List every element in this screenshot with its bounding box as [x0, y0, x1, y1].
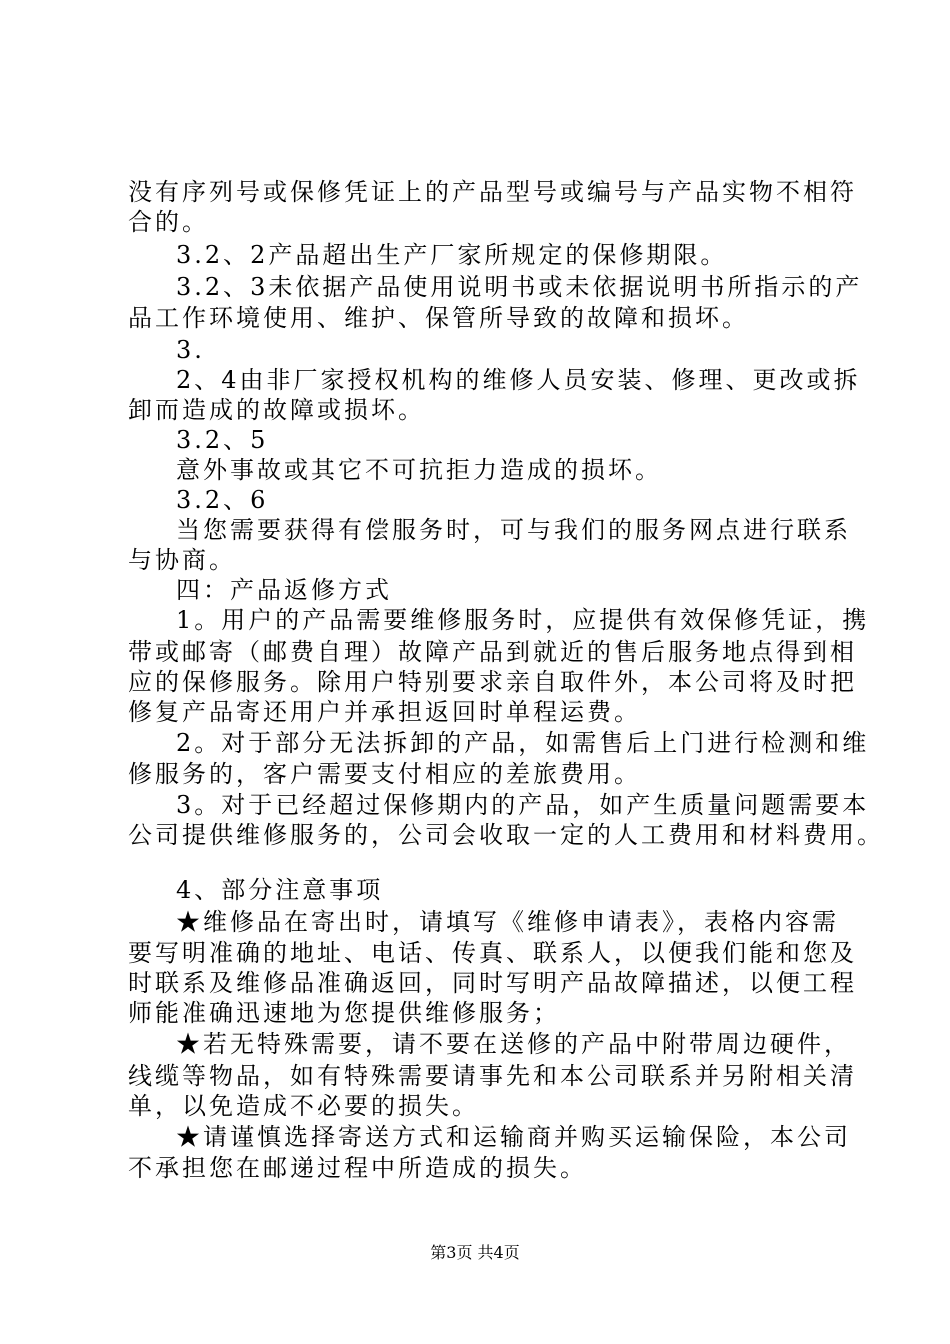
body-text-line: 没有序列号或保修凭证上的产品型号或编号与产品实物不相符 — [128, 178, 857, 206]
body-text-line: 品工作环境使用、维护、保管所导致的故障和损坏。 — [128, 304, 749, 332]
body-text-line: 与协商。 — [128, 546, 236, 574]
body-text-line: 要写明准确的地址、电话、传真、联系人，以便我们能和您及 — [128, 939, 857, 967]
body-text-line: 修复产品寄还用户并承担返回时单程运费。 — [128, 698, 641, 726]
body-text-line: 不承担您在邮递过程中所造成的损失。 — [128, 1154, 587, 1182]
body-text-line: 线缆等物品，如有特殊需要请事先和本公司联系并另附相关清 — [128, 1062, 857, 1090]
body-text-line: 意外事故或其它不可抗拒力造成的损坏。 — [176, 456, 662, 484]
body-text-line: 3。对于已经超过保修期内的产品，如产生质量问题需要本 — [176, 791, 870, 819]
body-text-line: 修服务的，客户需要支付相应的差旅费用。 — [128, 760, 641, 788]
body-text-line: 合的。 — [128, 208, 209, 236]
body-text-line: 3.2、5 — [176, 426, 269, 454]
body-text-line: 1。用户的产品需要维修服务时，应提供有效保修凭证，携 — [176, 606, 870, 634]
body-text-line: 单，以免造成不必要的损失。 — [128, 1092, 479, 1120]
body-text-line: 应的保修服务。除用户特别要求亲自取件外，本公司将及时把 — [128, 668, 857, 696]
body-text-line: 带或邮寄（邮费自理）故障产品到就近的售后服务地点得到相 — [128, 638, 857, 666]
section-heading: 四：产品返修方式 — [176, 576, 392, 604]
body-text-line: 3. — [176, 336, 205, 364]
body-text-line: 2。对于部分无法拆卸的产品，如需售后上门进行检测和维 — [176, 729, 870, 757]
body-text-line: ★若无特殊需要，请不要在送修的产品中附带周边硬件， — [176, 1030, 851, 1058]
body-text-line: 当您需要获得有偿服务时，可与我们的服务网点进行联系 — [176, 516, 851, 544]
section-heading: 4、部分注意事项 — [176, 876, 384, 904]
body-text-line: ★请谨慎选择寄送方式和运输商并购买运输保险，本公司 — [176, 1123, 851, 1151]
body-text-line: 公司提供维修服务的，公司会收取一定的人工费用和材料费用。 — [128, 821, 884, 849]
body-text-line: 3.2、6 — [176, 486, 269, 514]
body-text-line: 卸而造成的故障或损坏。 — [128, 396, 425, 424]
body-text-line: ★维修品在寄出时，请填写《维修申请表》，表格内容需 — [176, 908, 839, 936]
body-text-line: 时联系及维修品准确返回，同时写明产品故障描述，以便工程 — [128, 969, 857, 997]
body-text-line: 3.2、3未依据产品使用说明书或未依据说明书所指示的产 — [176, 273, 863, 301]
body-text-line: 2、4由非厂家授权机构的维修人员安装、修理、更改或拆 — [176, 366, 861, 394]
body-text-line: 3.2、2产品超出生产厂家所规定的保修期限。 — [176, 241, 728, 269]
body-text-line: 师能准确迅速地为您提供维修服务； — [128, 999, 560, 1027]
page-footer: 第3页 共4页 — [430, 1243, 520, 1262]
